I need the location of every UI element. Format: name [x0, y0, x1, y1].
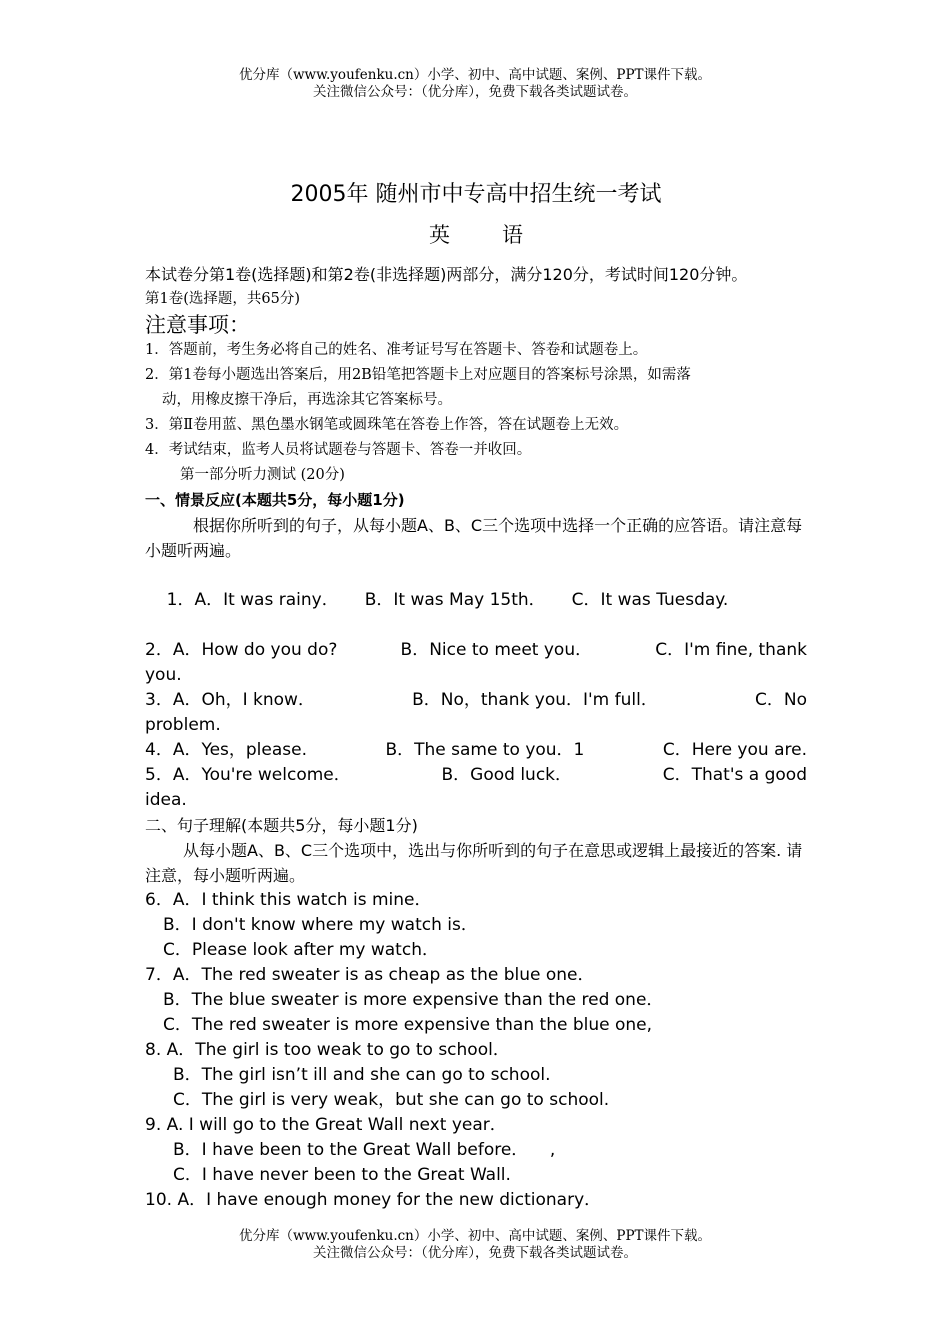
- q4-option-a: 4．A．Yes，please.: [145, 740, 307, 760]
- question-2: [145, 638, 807, 663]
- exam-intro: 本试卷分第1卷(选择题)和第2卷(非选择题)两部分，满分120分，考试时间120分钟。: [145, 265, 748, 284]
- q2-option-b: B．Nice to meet you．: [400, 640, 593, 660]
- q5-option-b: B．Good luck．: [441, 765, 573, 785]
- notice-4: 4．考试结束，监考人员将试题卷与答题卡、答卷一并收回。: [145, 442, 532, 458]
- q5-option-c-cont: idea.: [145, 790, 187, 810]
- q7-option-c: C．The red sweater is more expensive than the blue one,: [163, 1015, 653, 1035]
- exam-document: [145, 180, 807, 1213]
- q3-option-b: B．No，thank you．I'm full．: [412, 690, 658, 710]
- q3-option-c: C．No: [755, 690, 807, 710]
- q2-option-c-cont: you.: [145, 665, 182, 685]
- q3-option-c-cont: problem.: [145, 715, 221, 735]
- q6-option-a: 6．A．I think this watch is mine．: [145, 890, 432, 910]
- q9-option-a: 9. A. I will go to the Great Wall next year．: [145, 1115, 507, 1135]
- q8-option-a: 8. A．The girl is too weak to go to school．: [145, 1040, 510, 1060]
- q1-option-c: C．It was Tuesday.: [571, 590, 729, 610]
- question-3: [145, 688, 807, 713]
- section-2-title: 二、句子理解(本题共5分，每小题1分): [145, 816, 418, 835]
- q2-option-a: 2．A．How do you do?: [145, 640, 338, 660]
- page-footer: [0, 1228, 950, 1262]
- question-4: [145, 738, 807, 763]
- q7-option-a: 7．A．The red sweater is as cheap as the blue one．: [145, 965, 595, 985]
- q1-option-b: B．It was May 15th．: [364, 590, 546, 610]
- q8-option-b: B．The girl isn’t ill and she can go to school.: [173, 1065, 551, 1085]
- q5-option-a: 5．A．You're welcome．: [145, 765, 351, 785]
- q4-option-c: C．Here you are.: [662, 740, 807, 760]
- section-2-instructions: 从每小题A、B、C三个选项中，选出与你所听到的句子在意思或逻辑上最接近的答案. 请注意，每小题听两遍。: [145, 841, 803, 885]
- q9-option-b: B．I have been to the Great Wall before． ,: [173, 1140, 556, 1160]
- part-1-heading: 第一部分听力测试 (20分): [180, 467, 345, 483]
- notice-2: 2．第1卷每小题选出答案后，用2B铅笔把答题卡上对应题目的答案标号涂黑，如需落: [145, 367, 691, 383]
- notice-3: 3．第Ⅱ卷用蓝、黑色墨水钢笔或圆珠笔在答卷上作答，答在试题卷上无效。: [145, 417, 629, 433]
- q4-option-b: B．The same to you．1: [385, 740, 585, 760]
- q2-option-c: C．I'm fine, thank: [655, 640, 807, 660]
- subject-char-2: 语: [502, 223, 523, 247]
- notice-heading: 注意事项：: [145, 313, 250, 337]
- header-line-1: 优分库（www.youfenku.cn）小学、初中、高中试题、案例、PPT课件下载。: [238, 67, 712, 83]
- q6-option-c: C．Please look after my watch．: [163, 940, 439, 960]
- q10-option-a: 10. A．I have enough money for the new dictionary．: [145, 1190, 602, 1210]
- exam-subject: [145, 220, 807, 262]
- q9-option-c: C．I have never been to the Great Wall.: [173, 1165, 511, 1185]
- subject-char-1: 英: [429, 223, 450, 247]
- header-line-2: 关注微信公众号：（优分库），免费下载各类试题试卷。: [313, 84, 637, 100]
- q7-option-b: B．The blue sweater is more expensive than the red one．: [163, 990, 664, 1010]
- q5-option-c: C．That's a good: [662, 765, 807, 785]
- question-1: [145, 563, 807, 638]
- q3-option-a: 3．A．Oh，I know．: [145, 690, 315, 710]
- section-1-title: 一、情景反应(本题共5分，每小题1分): [145, 491, 405, 509]
- q6-option-b: B．I don't know where my watch is．: [163, 915, 478, 935]
- question-5: [145, 763, 807, 788]
- notice-2-cont: 动，用橡皮擦干净后，再选涂其它答案标号。: [162, 392, 452, 408]
- page-header: [0, 67, 950, 101]
- footer-line-2: 关注微信公众号：（优分库），免费下载各类试题试卷。: [313, 1245, 637, 1261]
- footer-line-1: 优分库（www.youfenku.cn）小学、初中、高中试题、案例、PPT课件下载。: [238, 1228, 712, 1244]
- q1-option-a: 1．A．It was rainy．: [166, 590, 339, 610]
- q8-option-c: C．The girl is very weak，but she can go to school.: [173, 1090, 610, 1110]
- section-1-instructions: 根据你所听到的句子，从每小题A、B、C三个选项中选择一个正确的应答语。请注意每小题听两遍。: [145, 516, 803, 560]
- notice-1: 1．答题前，考生务必将自己的姓名、准考证号写在答题卡、答卷和试题卷上。: [145, 342, 648, 358]
- volume-1-label: 第1卷(选择题，共65分): [145, 291, 300, 307]
- exam-title: 2005年 随州市中专高中招生统一考试: [290, 182, 662, 207]
